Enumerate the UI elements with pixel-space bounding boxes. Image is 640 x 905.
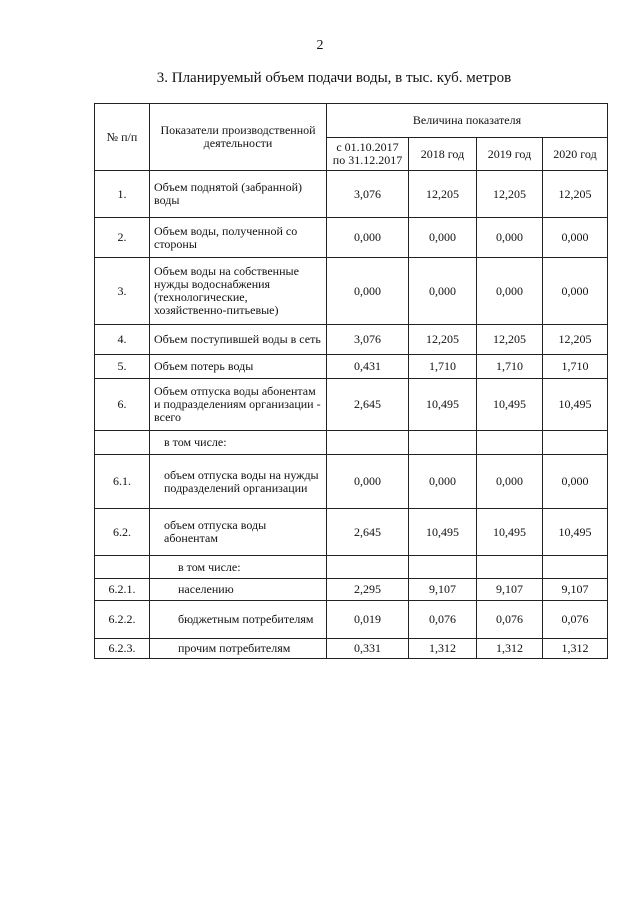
row-value-period: 2,645 — [327, 379, 409, 431]
row-value-period: 0,019 — [327, 601, 409, 639]
header-num: № п/п — [95, 104, 150, 171]
row-value-2020 — [543, 556, 608, 579]
row-num: 3. — [95, 258, 150, 325]
row-value-2020: 10,495 — [543, 379, 608, 431]
row-value-2018 — [409, 431, 477, 455]
row-label: в том числе: — [150, 431, 327, 455]
row-value-period: 0,000 — [327, 258, 409, 325]
row-value-2018: 0,000 — [409, 218, 477, 258]
row-value-2020: 0,000 — [543, 218, 608, 258]
header-period-line2: по 31.12.2017 — [332, 153, 403, 167]
row-num — [95, 556, 150, 579]
row-value-2018: 10,495 — [409, 509, 477, 556]
row-value-2018: 0,000 — [409, 455, 477, 509]
row-value-2020: 0,000 — [543, 455, 608, 509]
table-row — [95, 509, 608, 556]
row-num: 4. — [95, 325, 150, 355]
row-value-2018: 9,107 — [409, 579, 477, 601]
row-label: Объем воды, полученной со стороны — [150, 218, 327, 258]
row-value-2019 — [477, 431, 543, 455]
row-num: 2. — [95, 218, 150, 258]
row-label: Объем поступившей воды в сеть — [150, 325, 327, 355]
row-value-2018: 10,495 — [409, 379, 477, 431]
row-value-period: 0,431 — [327, 355, 409, 379]
row-value-2020: 12,205 — [543, 325, 608, 355]
row-value-period: 0,331 — [327, 639, 409, 659]
header-period-line1: с 01.10.2017 — [336, 140, 399, 154]
row-value-period: 2,645 — [327, 509, 409, 556]
page-number: 2 — [316, 38, 324, 53]
row-value-2019: 1,312 — [477, 639, 543, 659]
header-year-2018: 2018 год — [409, 138, 477, 171]
row-value-2019 — [477, 556, 543, 579]
row-value-period — [327, 431, 409, 455]
row-value-period: 3,076 — [327, 325, 409, 355]
row-label: бюджетным потребителям — [150, 601, 327, 639]
row-label: населению — [150, 579, 327, 601]
row-num: 5. — [95, 355, 150, 379]
row-label: Объем воды на собственные нужды водоснабжения (технологические, хозяйственно-питьевые) — [150, 258, 327, 325]
row-num: 6.2.1. — [95, 579, 150, 601]
table-row-subheader — [95, 556, 608, 579]
table-row — [95, 325, 608, 355]
table-row — [95, 258, 608, 325]
row-num: 6. — [95, 379, 150, 431]
row-value-2020: 9,107 — [543, 579, 608, 601]
table-row — [95, 455, 608, 509]
row-label: прочим потребителям — [150, 639, 327, 659]
row-value-period: 2,295 — [327, 579, 409, 601]
water-supply-table — [94, 103, 608, 659]
row-value-2018: 1,312 — [409, 639, 477, 659]
row-value-2020: 0,076 — [543, 601, 608, 639]
row-value-2019: 0,000 — [477, 258, 543, 325]
row-label: Объем поднятой (забранной) воды — [150, 171, 327, 218]
row-value-2018 — [409, 556, 477, 579]
row-value-2020: 12,205 — [543, 171, 608, 218]
row-value-2020: 0,000 — [543, 258, 608, 325]
row-value-period — [327, 556, 409, 579]
row-value-2018: 12,205 — [409, 171, 477, 218]
row-value-2019: 10,495 — [477, 379, 543, 431]
row-value-2019: 1,710 — [477, 355, 543, 379]
row-value-2019: 10,495 — [477, 509, 543, 556]
header-year-2020: 2020 год — [543, 138, 608, 171]
row-value-2019: 12,205 — [477, 325, 543, 355]
row-value-2018: 1,710 — [409, 355, 477, 379]
row-num: 1. — [95, 171, 150, 218]
table-title: 3. Планируемый объем подачи воды, в тыс. куб. метров — [156, 70, 512, 86]
row-label: Объем отпуска воды абонентам и подразделениям организации - всего — [150, 379, 327, 431]
row-value-2019: 12,205 — [477, 171, 543, 218]
row-num: 6.2.3. — [95, 639, 150, 659]
table-row — [95, 171, 608, 218]
row-num — [95, 431, 150, 455]
row-value-2018: 0,000 — [409, 258, 477, 325]
header-period — [327, 138, 409, 171]
row-num: 6.2.2. — [95, 601, 150, 639]
row-value-period: 0,000 — [327, 218, 409, 258]
header-value-group: Величина показателя — [327, 104, 608, 138]
row-value-2020 — [543, 431, 608, 455]
row-value-2019: 0,076 — [477, 601, 543, 639]
table-row — [95, 355, 608, 379]
row-value-2020: 1,312 — [543, 639, 608, 659]
row-value-2018: 0,076 — [409, 601, 477, 639]
table-row — [95, 579, 608, 601]
table-row — [95, 379, 608, 431]
row-value-2020: 1,710 — [543, 355, 608, 379]
row-num: 6.2. — [95, 509, 150, 556]
header-year-2019: 2019 год — [477, 138, 543, 171]
row-value-period: 0,000 — [327, 455, 409, 509]
row-value-period: 3,076 — [327, 171, 409, 218]
table-row — [95, 218, 608, 258]
row-value-2018: 12,205 — [409, 325, 477, 355]
row-label: Объем потерь воды — [150, 355, 327, 379]
row-label: в том числе: — [150, 556, 327, 579]
row-num: 6.1. — [95, 455, 150, 509]
row-value-2019: 0,000 — [477, 455, 543, 509]
row-value-2019: 9,107 — [477, 579, 543, 601]
row-value-2019: 0,000 — [477, 218, 543, 258]
table-row-subheader — [95, 431, 608, 455]
row-value-2020: 10,495 — [543, 509, 608, 556]
row-label: объем отпуска воды на нужды подразделений организации — [150, 455, 327, 509]
table-row — [95, 639, 608, 659]
table-row — [95, 601, 608, 639]
row-label: объем отпуска воды абонентам — [150, 509, 327, 556]
header-indicator: Показатели производственной деятельности — [150, 104, 327, 171]
